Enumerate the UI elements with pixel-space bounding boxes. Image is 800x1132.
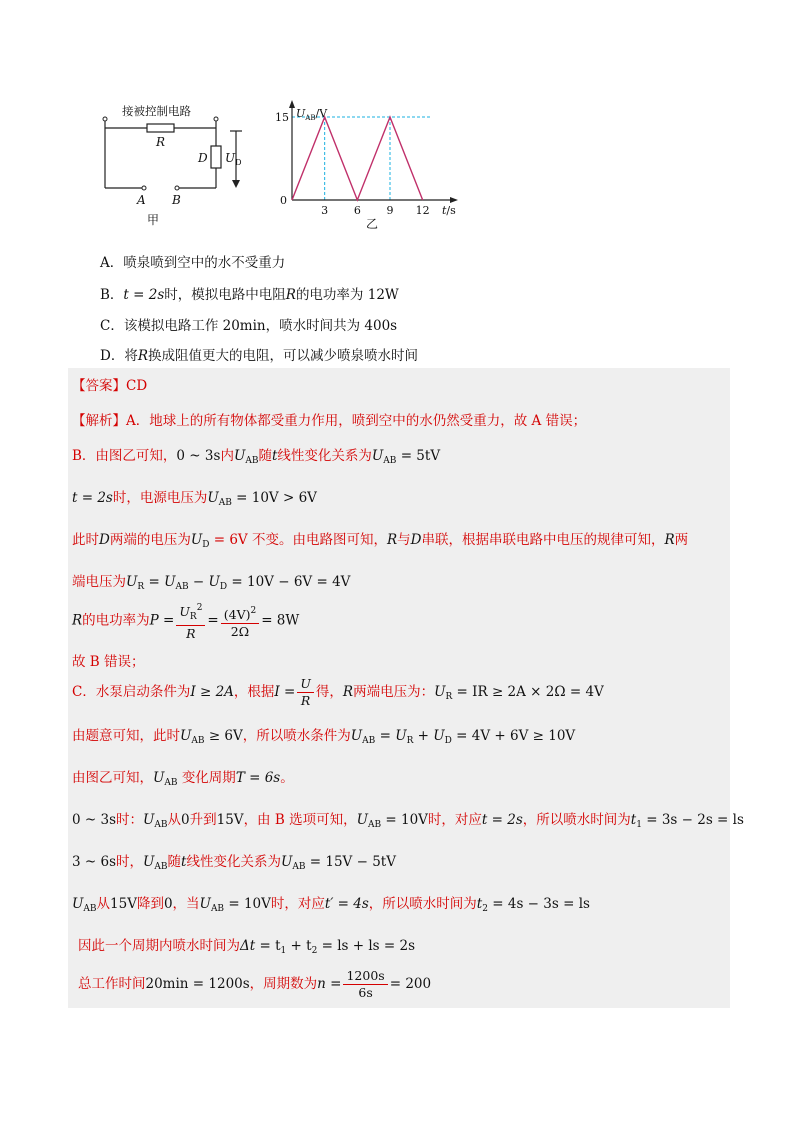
resistor-R (147, 124, 174, 132)
circuit-diagram (92, 96, 252, 246)
answer-label: 【答案】CD (72, 378, 148, 394)
x-tick-label: 12 (415, 204, 430, 217)
analysis-line-4: 此时D两端的电压为$U_D = 6V$ 不变。由电路图可知，R与D串联，根据串联电路中电压的规律可知，R两 (72, 532, 689, 550)
terminal-B (175, 186, 179, 190)
terminal-top-left (103, 117, 107, 121)
x-axis-label: t/s (442, 204, 456, 217)
label-D: D (198, 151, 208, 165)
analysis-line-2: B．由图乙可知，0 ~ 3s内$U_{AB}$随t线性变化关系为$U_{AB} = 5tV$ (72, 448, 441, 466)
fraction-period-count: $\frac{1200s}{6s}$ (343, 968, 387, 1001)
caption-yi: 乙 (366, 217, 379, 231)
analysis-line-7: 故 B 错误； (72, 654, 145, 670)
analysis-line-13: $U_{AB}$从15V降到0，当$U_{AB} = 10V$时，对应t′ = 4s，所以喷水时间为$t_2 = 4s - 3s$ = ls (72, 896, 590, 914)
analysis-line-10: 由图乙可知，$U_{AB}$ 变化周期T = 6s。 (72, 770, 294, 788)
uab-series-line (292, 117, 423, 200)
origin-label: 0 (280, 194, 287, 207)
option-D: D．将R换成阻值更大的电阻，可以减少喷泉喷水时间 (100, 348, 418, 364)
terminal-top-right (214, 117, 218, 121)
x-tick-label: 9 (386, 204, 394, 217)
x-tick-label: 6 (353, 204, 361, 217)
analysis-line-14: 因此一个周期内喷水时间为$\Delta t = t_1 + t_2$ = ls + ls = 2s (78, 938, 416, 956)
fraction-power-value: $\frac{(4V)^2}{2\Omega}$ (221, 603, 259, 640)
x-tick-label: 3 (321, 204, 329, 217)
fraction-power: $\frac{U_R^2}{R}$ (176, 600, 205, 642)
y-axis-label: $U_{AB}/V$ (296, 107, 328, 122)
terminal-A (142, 186, 146, 190)
option-C: C．该模拟电路工作 20min，喷水时间共为 400s (100, 318, 398, 334)
label-B: B (172, 193, 181, 207)
analysis-line-3: t = 2s时，电源电压为$U_{AB} = 10V > 6V$ (72, 490, 317, 508)
caption-jia: 甲 (147, 213, 160, 227)
uab-time-graph (275, 96, 482, 246)
analysis-line-12: 3 ~ 6s时，$U_{AB}$随t线性变化关系为$U_{AB} = 15V - 5tV$ (72, 854, 396, 872)
analysis-line-5: 端电压为$U_R = U_{AB} - U_D = 10V - 6V = 4V$ (72, 574, 351, 592)
fraction-ohm: $\frac{U}{R}$ (297, 676, 314, 709)
option-A: A．喷泉喷到空中的水不受重力 (100, 255, 286, 271)
label-A: A (137, 193, 146, 207)
label-R: R (156, 135, 166, 149)
figures-area (92, 96, 492, 246)
analysis-line-8: C．水泵启动条件为I ≥ 2A，根据I = $\frac{U}{R}$ 得，R两端电压为：$U_R$ = IR ≥ 2A × 2Ω = 4V (72, 676, 604, 708)
element-D (211, 146, 221, 168)
analysis-line-6: R的电功率为P = $\frac{U_R^2}{R}$ = $\frac{(4V)^2}{2\Omega}$ = 8W (72, 600, 299, 642)
analysis-line-15: 总工作时间20min = 1200s，周期数为n = $\frac{1200s}{6s}$ = 200 (78, 968, 432, 1000)
y-tick-label: 15 (275, 111, 289, 125)
circuit-label: 接被控制电路 (122, 104, 191, 118)
analysis-line-1: 【解析】A．地球上的所有物体都受重力作用，喷到空中的水仍然受重力，故 A 错误； (72, 413, 587, 429)
analysis-line-9: 由题意可知，此时$U_{AB} \ge 6V$，所以喷水条件为$U_{AB} = U_R + U_D = 4V + 6V \ge 10V$ (72, 728, 576, 746)
option-B: B．t = 2s时，模拟电路中电阻R的电功率为 12W (100, 287, 399, 303)
analysis-line-11: 0 ~ 3s时：$U_{AB}$从0升到15V，由 B 选项可知，$U_{AB} = 10V$时，对应t = 2s，所以喷水时间为$t_1 = 3s - 2s$ = ls (72, 812, 744, 830)
label-UD: $U_D$ (225, 151, 242, 167)
